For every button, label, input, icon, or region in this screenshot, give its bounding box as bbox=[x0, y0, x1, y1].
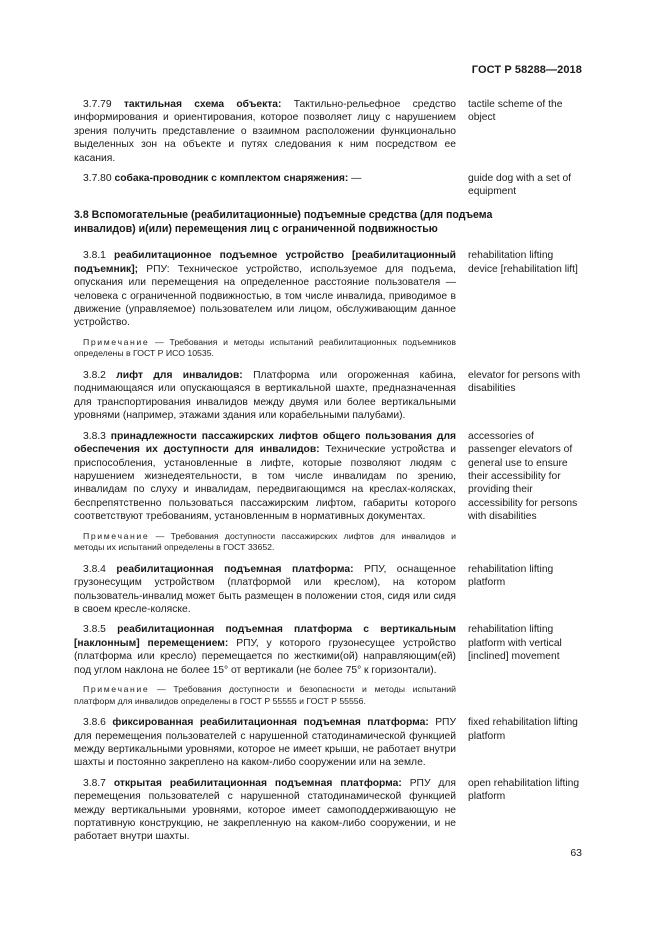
note-text: — Требования и методы испытаний реабилитационных подъемников определены в ГОСТ Р ИСО 10535. bbox=[74, 336, 456, 359]
term-number: 3.8.4 bbox=[83, 563, 106, 575]
term-definition-ru bbox=[74, 563, 456, 617]
term-entry bbox=[74, 623, 582, 677]
term-definition-ru bbox=[74, 430, 456, 524]
term-number: 3.7.80 bbox=[83, 173, 112, 185]
term-number: 3.8.6 bbox=[83, 717, 106, 729]
term-equivalent-en: elevator for persons with disabilities bbox=[468, 370, 581, 395]
term-definition-ru bbox=[74, 98, 456, 165]
term-entry bbox=[74, 563, 582, 617]
term-definition-ru bbox=[74, 716, 456, 770]
term-note bbox=[74, 337, 456, 360]
term-title: фиксированная реабилитационная подъемная платформа: bbox=[112, 717, 429, 729]
term-equivalent-en: rehabilitation lifting device [rehabilitation lift] bbox=[468, 250, 578, 275]
term-definition-ru bbox=[74, 172, 456, 199]
term-text: РПУ для перемещения пользователей с нарушенной статодинамической функцией между вертикальными уровнями, которое имеет самоподдерживающую не портативную конструкцию, не закрепленную на каком-либо сооружении, и не работает внутри шахты. bbox=[74, 777, 457, 843]
page-number: 63 bbox=[570, 847, 582, 859]
term-definition-ru bbox=[74, 249, 456, 329]
term-number: 3.8.5 bbox=[83, 624, 106, 636]
note-label: Примечание bbox=[83, 683, 150, 694]
term-text: РПУ, у которого грузонесущее устройство (платформа или кресло) перемещается по жесткими(ой) направляющим(ей) под углом наклона не более 15° от вертикали (не более 75° к горизонтали). bbox=[74, 637, 456, 676]
term-text: Платформа или огороженная кабина, поднимающаяся или опускающаяся в вертикальной шахте, предназначенная для транспортирования инвалидов между двумя или более вертикальными уровнями (например, этажами здания или корабельными палубами). bbox=[74, 370, 456, 422]
term-text: Технические устройства и приспособления, установленные в лифте, которые позволяют людям с нарушением жизнедеятельности, в том числе инвалидам по зрению, инвалидам по слуху и инвалидам, передвигающимся на креслах-колясках, беспрепятственно пользоваться пассажирским лифтом, габариты которого соответствуют требованиям, установленным в нормативных документах. bbox=[74, 444, 456, 523]
note-text: — Требования доступности пассажирских лифтов для инвалидов и методы их испытаний определены в ГОСТ 33652. bbox=[74, 530, 456, 553]
term-text: РПУ: Техническое устройство, используемое для подъема, опускания или перемещения на определенное расстояние пользователя — человека с ограниченной подвижностью, в том числе инвалида, приводимое в движение (управляемое) пользователем или лицом, обслуживающим данное устройство. bbox=[74, 263, 456, 329]
term-note bbox=[74, 531, 456, 554]
term-equivalent-en: accessories of passenger elevators of general use to ensure their accessibility for providing their accessibility for persons with disabilities bbox=[468, 430, 578, 523]
term-note bbox=[74, 684, 456, 707]
term-title: открытая реабилитационная подъемная платформа: bbox=[113, 777, 402, 789]
note-label: Примечание bbox=[83, 530, 150, 541]
term-title: реабилитационное подъемное устройство [реабилитационный подъемник]; bbox=[74, 250, 456, 275]
term-title: реабилитационная подъемная платформа с вертикальным [наклонным] перемещением: bbox=[74, 624, 456, 649]
term-entry bbox=[74, 777, 582, 844]
term-text: — bbox=[348, 173, 362, 185]
standard-code: ГОСТ Р 58288—2018 bbox=[471, 64, 582, 76]
term-equivalent-en: fixed rehabilitation lifting platform bbox=[468, 717, 578, 742]
term-equivalent-en: rehabilitation lifting platform bbox=[468, 563, 554, 589]
term-number: 3.8.7 bbox=[83, 777, 106, 789]
term-equivalent-en: tactile scheme of the object bbox=[468, 99, 563, 124]
term-text: РПУ для перемещения пользователей с нарушенной статодинамической функцией между вертикальными уровнями, которое не имеет крыши, не работает внутри шахты и постоянно закреплено на каком-либо сооружении или на земле. bbox=[74, 717, 457, 769]
section-heading bbox=[74, 209, 524, 237]
section-heading-line: инвалидов) и(или) перемещения лиц с ограниченной подвижностью bbox=[74, 222, 438, 235]
term-entry bbox=[74, 98, 582, 165]
term-entry bbox=[74, 369, 582, 423]
section-heading-line: 3.8 Вспомогательные (реабилитационные) подъемные средства (для подъема bbox=[74, 208, 493, 221]
term-number: 3.8.3 bbox=[83, 430, 106, 442]
term-definition-ru bbox=[74, 369, 456, 423]
term-number: 3.7.79 bbox=[83, 99, 112, 110]
term-definition-ru bbox=[74, 777, 456, 844]
note-text: — Требования доступности и безопасности и методы испытаний платформ для инвалидов определены в ГОСТ Р 55555 и ГОСТ Р 55556. bbox=[74, 683, 456, 706]
term-title: тактильная схема объекта: bbox=[123, 99, 282, 110]
term-definition-ru bbox=[74, 623, 456, 677]
term-text: Тактильно-рельефное средство информирования и ориентирования, которое позволяет лицу с нарушением зрения получить представление о взаимном расположении функционально выделенных зон на объекте и путях следования к ним посредством ее касания. bbox=[74, 99, 456, 164]
term-equivalent-en: open rehabilitation lifting platform bbox=[468, 777, 580, 803]
term-equivalent-en: guide dog with a set of equipment bbox=[468, 173, 572, 198]
term-equivalent-en: rehabilitation lifting platform with vertical [inclined] movement bbox=[468, 624, 562, 663]
term-entry bbox=[74, 249, 582, 329]
term-number: 3.8.2 bbox=[83, 370, 106, 382]
note-label: Примечание bbox=[83, 336, 150, 347]
term-title: собака-проводник с комплектом снаряжения: bbox=[114, 173, 349, 185]
page-content bbox=[74, 98, 582, 851]
term-entry bbox=[74, 172, 582, 199]
term-entry bbox=[74, 430, 582, 524]
term-title: принадлежности пассажирских лифтов общего пользования для обеспечения их доступности для инвалидов: bbox=[74, 430, 456, 456]
term-title: лифт для инвалидов: bbox=[116, 370, 243, 382]
term-text: РПУ, оснащенное грузонесущим устройством (платформой или креслом), на котором пользователь-инвалид может быть размещен в положении стоя, сидя или сидя в своем кресле-коляске. bbox=[74, 563, 456, 615]
term-entry bbox=[74, 716, 582, 770]
term-number: 3.8.1 bbox=[83, 250, 106, 262]
term-title: реабилитационная подъемная платформа: bbox=[116, 563, 354, 575]
